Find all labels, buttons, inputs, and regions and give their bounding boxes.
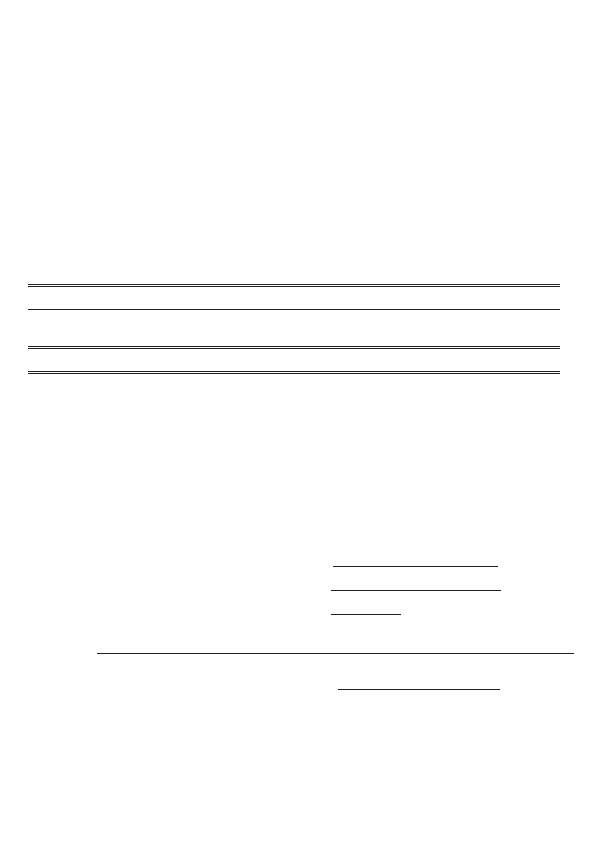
logo-hexagon-cluster — [10, 8, 310, 88]
table-header-rule — [28, 309, 560, 310]
debtor-line — [338, 689, 500, 690]
place-line — [331, 590, 501, 591]
table-row — [28, 330, 568, 342]
table-bottom-rule — [28, 371, 560, 374]
footer-hexagon-pattern — [0, 680, 595, 810]
table-total-rule — [28, 346, 560, 349]
table-top-rule — [28, 284, 560, 287]
note-line — [97, 653, 574, 654]
confirm-signature-line — [333, 566, 498, 567]
table-row — [28, 318, 568, 330]
date-line — [331, 614, 401, 615]
